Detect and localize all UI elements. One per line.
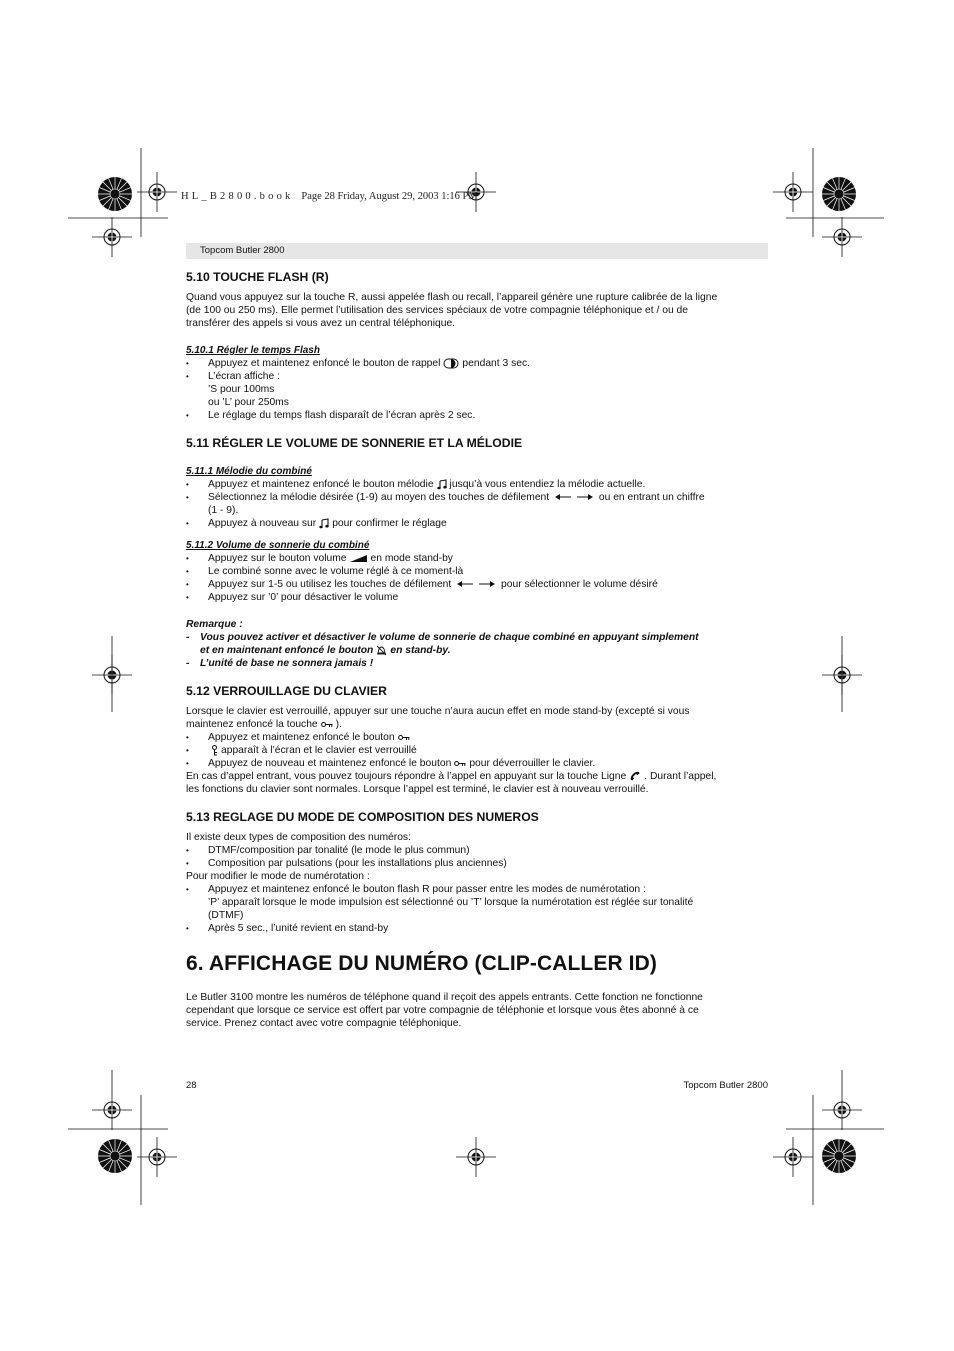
header-title: Topcom Butler 2800 [200,245,285,256]
list-item-line: ’S pour 100ms [208,384,275,395]
list-item: • Sélectionnez la mélodie désirée (1-9) au moyen des touches de défilement ou en entrant un chiffre [186,491,768,504]
list-item: • Appuyez et maintenez enfoncé le bouton [186,731,768,744]
list-item: • Appuyez et maintenez enfoncé le bouton flash R pour passer entre les modes de numérotation : [186,883,768,896]
list-item: • apparaît à l’écran et le clavier est verrouillé [186,744,768,757]
arrow-right-icon [577,493,593,501]
list-item-line: ou ’L’ pour 250ms [208,397,289,408]
s6-para-3: service. Prenez contact avec votre compagnie téléphonique. [186,1018,462,1029]
page-number: 28 [186,1080,197,1091]
running-header [186,243,768,259]
list-item: • Après 5 sec., l’unité revient en stand-by [186,922,768,935]
remark-item: - Vous pouvez activer et désactiver le volume de sonnerie de chaque combiné en appuyant simplement [186,632,699,643]
heading-6: 6. AFFICHAGE DU NUMÉRO (CLIP-CALLER ID) [186,952,657,975]
s510-intro-3: transférer des appels si vous avez un central téléphonique. [186,318,456,329]
bell-off-icon [376,645,387,656]
list-item: • L’écran affiche : [186,370,768,383]
footer-title: Topcom Butler 2800 [683,1080,768,1091]
arrow-left-icon [555,493,571,501]
heading-5-10-1: 5.10.1 Régler le temps Flash [186,345,320,356]
s513-para-1: Il existe deux types de composition des numéros: [186,832,411,843]
list-item-line: ’P’ apparaît lorsque le mode impulsion est sélectionné ou ’T’ lorsque la numérotation est réglée sur tonalité [208,897,694,908]
heading-5-11-2: 5.11.2 Volume de sonnerie du combiné [186,540,370,551]
key-icon [454,760,466,767]
s512-para-4: les fonctions du clavier sont normales. Lorsque l’appel est terminé, le clavier est à nouveau verrouillé. [186,784,649,795]
list-item: • Appuyez à nouveau sur pour confirmer le réglage [186,517,768,530]
list-item: • Appuyez sur 1-5 ou utilisez les touches de défilement pour sélectionner le volume désiré [186,578,768,591]
s512-para-2: maintenez enfoncé la touche ). [186,719,342,730]
heading-5-11: 5.11 RÉGLER LE VOLUME DE SONNERIE ET LA MÉLODIE [186,436,523,450]
s513-para-2: Pour modifier le mode de numérotation : [186,871,370,882]
heading-5-10: 5.10 TOUCHE FLASH (R) [186,270,329,284]
s6-para-1: Le Butler 3100 montre les numéros de téléphone quand il reçoit des appels entrants. Cette fonction ne fonctionne [186,992,703,1003]
line-handset-icon [629,770,641,782]
list-item: • Appuyez et maintenez enfoncé le bouton de rappel pendant 3 sec. [186,357,768,370]
list-item: • Le combiné sonne avec le volume réglé à ce moment-là [186,565,768,578]
remark-item: - L’unité de base ne sonnera jamais ! [186,658,374,669]
list-item: • DTMF/composition par tonalité (le mode le plus commun) [186,844,768,857]
music-note-icon [437,479,447,490]
list-item: • Appuyez sur ’0’ pour désactiver le volume [186,591,768,604]
slug-info: Page 28 Friday, August 29, 2003 1:16 PM [301,191,478,202]
volume-ramp-icon [350,554,368,563]
s510-intro-2: (de 100 ou 250 ms). Elle permet l’utilisation des services spéciaux de votre compagnie téléphonique et / ou de [186,305,688,316]
key-icon [321,721,333,728]
lock-icon [211,745,218,756]
print-slug [181,191,478,202]
heading-5-12: 5.12 VERROUILLAGE DU CLAVIER [186,684,387,698]
heading-5-11-1: 5.11.1 Mélodie du combiné [186,466,312,477]
arrow-left-icon [457,580,473,588]
list-item-line: (1 - 9). [208,505,239,516]
list-item: • Appuyez et maintenez enfoncé le bouton mélodie jusqu’à vous entendiez la mélodie actuelle. [186,478,768,491]
list-item-line: (DTMF) [208,910,244,921]
arrow-right-icon [479,580,495,588]
list-item: • Appuyez sur le bouton volume en mode stand-by [186,552,768,565]
music-note-icon [319,518,329,529]
s510-intro-1: Quand vous appuyez sur la touche R, aussi appelée flash ou recall, l’appareil génère une rupture calibrée de la ligne [186,292,718,303]
s6-para-2: cependant que lorsque ce service est offert par votre compagnie de téléphonie et lorsque vous êtes abonné à ce [186,1005,699,1016]
list-item: • Composition par pulsations (pour les installations plus anciennes) [186,857,768,870]
list-item: • Appuyez de nouveau et maintenez enfoncé le bouton pour déverrouiller le clavier. [186,757,768,770]
list-item: • Le réglage du temps flash disparaît de l’écran après 2 sec. [186,409,768,422]
page-content [186,270,768,1030]
heading-5-13: 5.13 REGLAGE DU MODE DE COMPOSITION DES NUMEROS [186,810,539,824]
slug-file: HL_B2800.book [181,191,294,202]
key-icon [398,734,410,741]
remark-item-line: et en maintenant enfoncé le bouton en stand-by. [200,645,451,656]
remark-title: Remarque : [186,619,243,630]
s512-para-3: En cas d’appel entrant, vous pouvez toujours répondre à l’appel en appuyant sur la touche Ligne . Durant l’appel, [186,771,717,782]
recall-button-icon [443,358,459,369]
s512-para-1: Lorsque le clavier est verrouillé, appuyer sur une touche n’aura aucun effet en mode stand-by (excepté si vous [186,706,690,717]
